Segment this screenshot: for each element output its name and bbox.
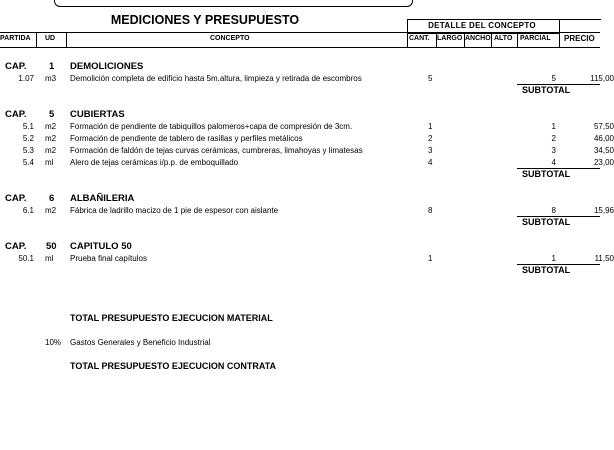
item-code: 50.1 bbox=[18, 254, 34, 263]
chapter-label: CAP. bbox=[5, 241, 27, 252]
item-code: 1.07 bbox=[18, 74, 34, 83]
col-divider bbox=[517, 33, 518, 47]
item-code: 5.1 bbox=[22, 122, 34, 131]
item-concept: Demolición completa de edificio hasta 5m.altura, limpieza y retirada de escombros bbox=[70, 74, 362, 83]
item-cant: 2 bbox=[428, 134, 433, 143]
item-cant: 3 bbox=[428, 146, 433, 155]
item-cant: 8 bbox=[428, 206, 433, 215]
item-unit: m2 bbox=[45, 146, 57, 155]
col-divider bbox=[36, 33, 37, 47]
chapter-number: 1 bbox=[49, 61, 55, 72]
detail-divider bbox=[559, 19, 560, 33]
item-concept: Prueba final capítulos bbox=[70, 254, 147, 263]
chapter-label: CAP. bbox=[5, 109, 27, 120]
item-parcial: 8 bbox=[551, 206, 556, 215]
page-title: MEDICIONES Y PRESUPUESTO bbox=[110, 13, 300, 27]
item-unit: m3 bbox=[45, 74, 57, 83]
item-parcial: 2 bbox=[551, 134, 556, 143]
item-concept: Formación de faldón de tejas curvas cerámicas, cumbreras, limahoyas y limatesas bbox=[70, 146, 363, 155]
item-cant: 1 bbox=[428, 254, 433, 263]
item-precio: 34,50 bbox=[593, 146, 614, 155]
col-concepto: CONCEPTO bbox=[210, 35, 250, 42]
chapter-number: 6 bbox=[49, 193, 55, 204]
chapter-name: CAPITULO 50 bbox=[70, 241, 132, 252]
col-alto: ALTO bbox=[494, 35, 513, 42]
item-precio: 46,00 bbox=[593, 134, 614, 143]
col-precio: PRECIO bbox=[564, 34, 595, 43]
total-material-label: TOTAL PRESUPUESTO EJECUCION MATERIAL bbox=[70, 313, 273, 323]
item-precio: 23,00 bbox=[593, 158, 614, 167]
chapter-name: DEMOLICIONES bbox=[70, 61, 144, 72]
col-parcial: PARCIAL bbox=[520, 35, 551, 42]
col-cant: CANT. bbox=[409, 35, 430, 42]
header-frame bbox=[54, 0, 413, 7]
item-precio: 11,50 bbox=[594, 254, 614, 263]
item-precio: 115,00 bbox=[590, 74, 614, 83]
item-cant: 5 bbox=[428, 74, 433, 83]
item-concept: Formación de pendiente de tablero de rasillas y perfiles metálicos bbox=[70, 134, 303, 143]
item-concept: Alero de tejas cerámicas i/p.p. de emboquillado bbox=[70, 158, 239, 167]
item-code: 5.3 bbox=[22, 146, 34, 155]
item-parcial: 5 bbox=[551, 74, 556, 83]
item-parcial: 1 bbox=[551, 254, 556, 263]
item-unit: m2 bbox=[45, 122, 57, 131]
col-divider bbox=[407, 33, 408, 47]
detail-title: DETALLE DEL CONCEPTO bbox=[428, 21, 536, 30]
chapter-name: CUBIERTAS bbox=[70, 109, 125, 120]
subtotal-label: SUBTOTAL bbox=[522, 169, 571, 179]
chapter-number: 5 bbox=[49, 109, 55, 120]
column-header-row bbox=[0, 32, 600, 48]
gg-percent: 10% bbox=[45, 338, 62, 347]
item-precio: 57,50 bbox=[593, 122, 614, 131]
chapter-label: CAP. bbox=[5, 193, 27, 204]
item-parcial: 4 bbox=[551, 158, 556, 167]
item-precio: 15,96 bbox=[593, 206, 614, 215]
subtotal-label: SUBTOTAL bbox=[522, 217, 571, 227]
item-unit: m2 bbox=[45, 134, 57, 143]
total-contrata-label: TOTAL PRESUPUESTO EJECUCION CONTRATA bbox=[70, 361, 277, 371]
item-concept: Fábrica de ladrillo macizo de 1 pie de espesor con aislante bbox=[70, 206, 279, 215]
chapter-number: 50 bbox=[46, 241, 57, 252]
col-largo: LARGO bbox=[437, 35, 463, 42]
item-unit: ml bbox=[45, 254, 54, 263]
subtotal-label: SUBTOTAL bbox=[522, 85, 571, 95]
item-unit: m2 bbox=[45, 206, 57, 215]
item-code: 5.2 bbox=[22, 134, 34, 143]
col-ancho: ANCHO bbox=[465, 35, 491, 42]
item-parcial: 3 bbox=[551, 146, 556, 155]
item-code: 5.4 bbox=[22, 158, 34, 167]
gg-label: Gastos Generales y Beneficio Industrial bbox=[70, 338, 211, 347]
item-cant: 4 bbox=[428, 158, 433, 167]
item-parcial: 1 bbox=[551, 122, 556, 131]
chapter-label: CAP. bbox=[5, 61, 27, 72]
item-unit: ml bbox=[45, 158, 54, 167]
col-divider bbox=[491, 33, 492, 47]
item-cant: 1 bbox=[428, 122, 433, 131]
item-code: 6.1 bbox=[22, 206, 34, 215]
subtotal-label: SUBTOTAL bbox=[522, 265, 571, 275]
col-partida: PARTIDA bbox=[0, 35, 31, 42]
col-ud: UD bbox=[45, 35, 56, 42]
col-divider bbox=[66, 33, 67, 47]
col-divider bbox=[559, 33, 560, 47]
item-concept: Formación de pendiente de tabiquillos palomeros+capa de compresión de 3cm. bbox=[70, 122, 353, 131]
chapter-name: ALBAÑILERIA bbox=[70, 193, 135, 204]
